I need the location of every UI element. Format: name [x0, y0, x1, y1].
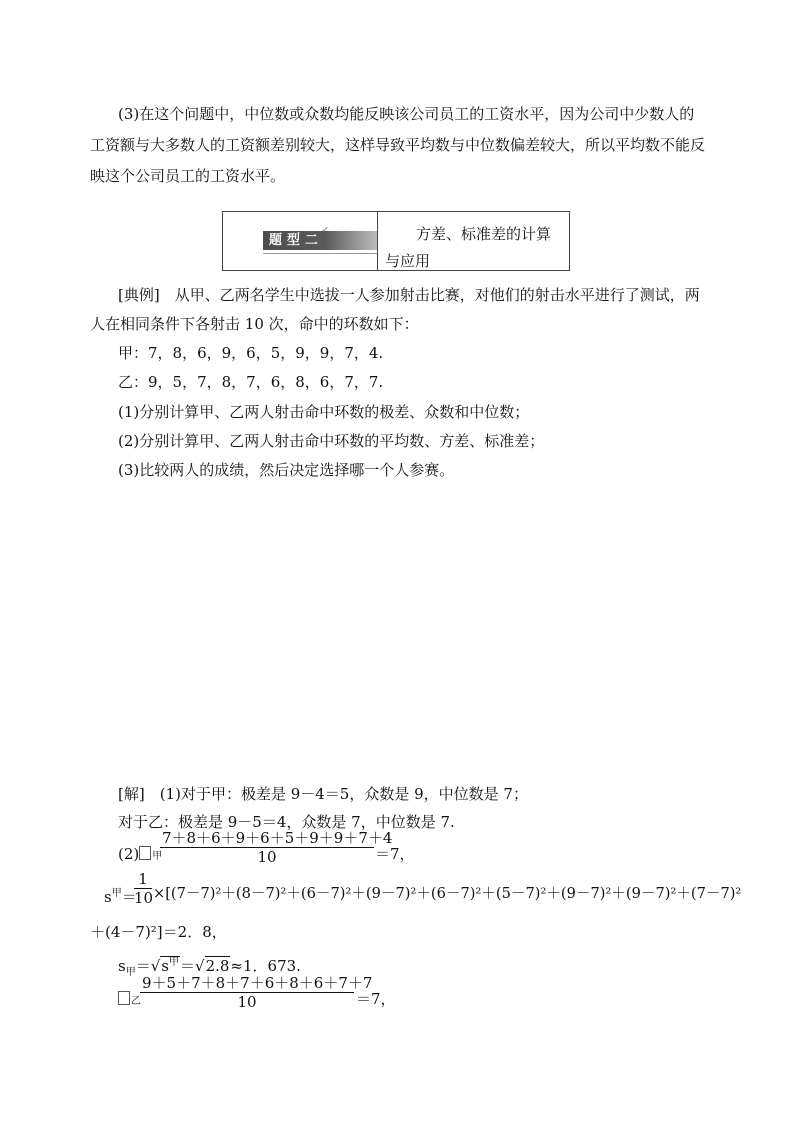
intro-line-3: 映这个公司员工的工资水平。	[90, 167, 286, 185]
variance-denominator: 10	[134, 889, 154, 907]
section-heading-box	[222, 211, 570, 271]
question-3: (3)比较两人的成绩，然后决定选择哪一个人参赛。	[118, 461, 455, 479]
question-1: (1)分别计算甲、乙两人射击命中环数的极差、众数和中位数；	[118, 403, 530, 421]
solution-line-1: [解] (1)对于甲：极差是 9－4＝5，众数是 9，中位数是 7；	[118, 785, 528, 803]
variance-continuation: ＋(4－7)²]＝2．8，	[90, 923, 227, 941]
mean-yi-denominator: 10	[237, 993, 257, 1011]
data-yi: 乙：9，5，7，8，7，6，8，6，7，7.	[118, 373, 384, 391]
mean-yi-fraction	[140, 974, 373, 1011]
std-dev-jia: $s_甲=√s^甲=√2.8\approx 1$．673.	[118, 957, 301, 978]
example-line-1: [典例] 从甲、乙两名学生中选拔一人参加射击比赛，对他们的射击水平进行了测试，两	[118, 286, 700, 304]
section-title-line-1: 方差、标准差的计算	[416, 225, 552, 243]
intro-line-1: (3)在这个问题中，中位数或众数均能反映该公司员工的工资水平，因为公司中少数人的	[118, 105, 695, 123]
example-line-2: 人在相同条件下各射击 10 次，命中的环数如下：	[90, 315, 419, 333]
solution-line-2: 对于乙：极差是 9－5＝4，众数是 7，中位数是 7.	[118, 813, 455, 831]
mean-jia-label: (2) 甲	[118, 845, 163, 863]
heading-divider	[377, 212, 378, 270]
badge-underline	[263, 253, 377, 254]
mean-yi-numerator: 9＋5＋7＋8＋7＋6＋8＋6＋7＋7	[142, 974, 373, 992]
section-badge: 题型二 ✓	[263, 231, 377, 250]
xbar-symbol-icon	[118, 991, 130, 1005]
mean-jia-numerator: 7＋8＋6＋9＋6＋5＋9＋9＋7＋4	[162, 829, 393, 847]
mean-jia-result: ＝7，	[375, 845, 415, 863]
variance-numerator: 1	[138, 870, 148, 888]
data-jia: 甲：7，8，6，9，6，5，9，9，7，4.	[118, 344, 384, 362]
variance-fraction	[134, 870, 152, 907]
mean-yi-result: ＝7，	[356, 990, 396, 1008]
section-title-line-2: 与应用	[385, 252, 431, 270]
question-2: (2)分别计算甲、乙两人射击命中环数的平均数、方差、标准差；	[118, 432, 545, 450]
mean-jia-fraction	[160, 829, 393, 866]
xbar-symbol-icon	[139, 846, 151, 860]
variance-terms: ×[(7－7)²＋(8－7)²＋(6－7)²＋(9－7)²＋(6－7)²＋(5－7)²＋(9－7)²＋(9－7)²＋(7－7)²	[153, 885, 742, 902]
mean-yi-label: 乙	[118, 990, 141, 1011]
mean-jia-denominator: 10	[257, 848, 277, 866]
variance-symbol: $s^甲=$	[104, 888, 137, 906]
intro-line-2: 工资额与大多数人的工资额差别较大，这样导致平均数与中位数偏差较大，所以平均数不能反	[90, 136, 706, 154]
